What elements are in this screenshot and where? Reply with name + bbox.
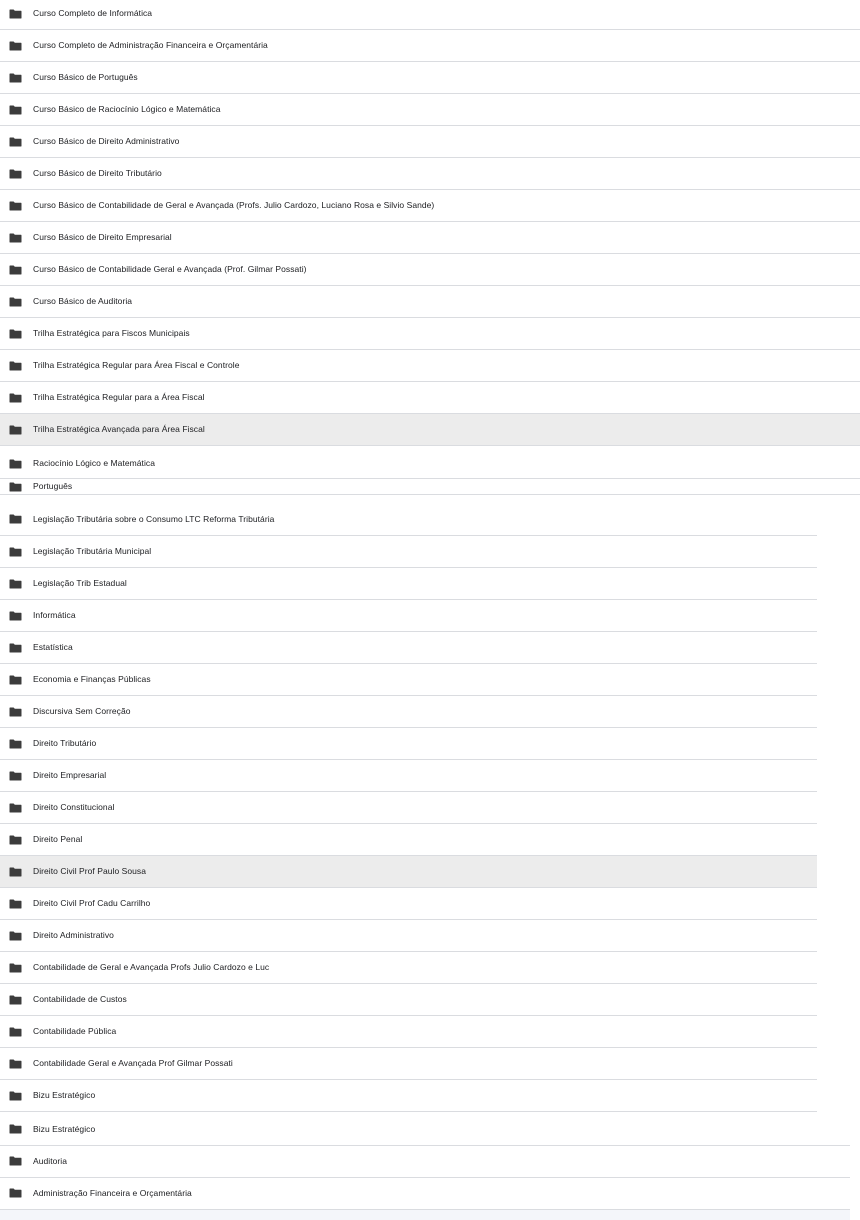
folder-name: Administração Financeira e Orçamentária — [33, 1187, 192, 1198]
folder-row[interactable] — [0, 449, 860, 479]
folder-name: Legislação Tributária Municipal — [33, 546, 152, 557]
folder-row[interactable] — [0, 30, 860, 62]
folder-name: Curso Básico de Direito Tributário — [33, 168, 162, 179]
folder-icon — [9, 675, 22, 685]
folder-row[interactable] — [0, 792, 817, 824]
folder-row[interactable] — [0, 0, 860, 30]
folder-icon — [9, 899, 22, 909]
folder-row[interactable] — [0, 254, 860, 286]
folder-name: Curso Básico de Contabilidade Geral e Avançada (Prof. Gilmar Possati) — [33, 264, 307, 275]
folder-row[interactable] — [0, 1048, 817, 1080]
folder-name: Curso Básico de Direito Empresarial — [33, 232, 172, 243]
folder-name: Direito Constitucional — [33, 802, 115, 813]
folder-row[interactable] — [0, 1177, 850, 1210]
folder-row[interactable] — [0, 382, 860, 414]
folder-row[interactable] — [0, 414, 860, 446]
folder-icon — [9, 835, 22, 845]
folder-row[interactable] — [0, 984, 817, 1016]
folder-icon — [9, 297, 22, 307]
folder-icon — [9, 611, 22, 621]
folder-row[interactable] — [0, 126, 860, 158]
folder-name: Auditoria — [33, 1155, 67, 1166]
folder-row[interactable] — [0, 503, 817, 536]
folder-icon — [9, 393, 22, 403]
folder-name: Discursiva Sem Correção — [33, 706, 131, 717]
folder-row[interactable] — [0, 222, 860, 254]
folder-icon — [9, 233, 22, 243]
folder-name: Contabilidade Pública — [33, 1026, 117, 1037]
folder-name: Legislação Trib Estadual — [33, 578, 127, 589]
folder-row[interactable] — [0, 888, 817, 920]
folder-icon — [9, 547, 22, 557]
folder-name: Curso Básico de Contabilidade de Geral e Avançada (Profs. Julio Cardozo, Luciano Rosa e Silvio Sande) — [33, 200, 435, 211]
folder-row[interactable] — [0, 568, 817, 600]
folder-icon — [9, 514, 22, 524]
folder-row[interactable] — [0, 94, 860, 126]
folder-name: Curso Básico de Raciocínio Lógico e Matemática — [33, 104, 221, 115]
folder-row[interactable] — [0, 920, 817, 952]
folder-icon — [9, 201, 22, 211]
folder-row[interactable] — [0, 62, 860, 94]
folder-icon — [9, 425, 22, 435]
folder-icon — [9, 643, 22, 653]
folder-name: Trilha Estratégica para Fiscos Municipais — [33, 328, 190, 339]
background-panel — [817, 508, 860, 1212]
folder-row[interactable] — [0, 350, 860, 382]
folder-name: Trilha Estratégica Avançada para Área Fiscal — [33, 424, 205, 435]
folder-icon — [9, 459, 22, 469]
folder-icon — [9, 265, 22, 275]
folder-row[interactable] — [0, 479, 860, 495]
folder-row[interactable] — [0, 1080, 817, 1112]
folder-name: Contabilidade de Geral e Avançada Profs Julio Cardozo e Luc — [33, 962, 270, 973]
folder-icon — [9, 105, 22, 115]
folder-icon — [9, 1124, 22, 1134]
folder-name: Bizu Estratégico — [33, 1123, 96, 1134]
folder-name: Bizu Estratégico — [33, 1090, 96, 1101]
folder-row[interactable] — [0, 1145, 850, 1178]
folder-row[interactable] — [0, 536, 817, 568]
folder-icon — [9, 1156, 22, 1166]
folder-icon — [9, 482, 22, 492]
folder-row[interactable] — [0, 664, 817, 696]
folder-row[interactable] — [0, 632, 817, 664]
folder-name: Contabilidade de Custos — [33, 994, 127, 1005]
folder-row[interactable] — [0, 318, 860, 350]
folder-icon — [9, 579, 22, 589]
folder-icon — [9, 169, 22, 179]
folder-icon — [9, 1027, 22, 1037]
folder-icon — [9, 1059, 22, 1069]
folder-name: Informática — [33, 610, 76, 621]
folder-name: Direito Civil Prof Cadu Carrilho — [33, 898, 151, 909]
folder-name: Português — [33, 481, 73, 492]
folder-name: Curso Básico de Auditoria — [33, 296, 133, 307]
folder-name: Direito Administrativo — [33, 930, 114, 941]
folder-icon — [9, 329, 22, 339]
folder-icon — [9, 995, 22, 1005]
folder-name: Direito Penal — [33, 834, 83, 845]
folder-row[interactable] — [0, 286, 860, 318]
folder-icon — [9, 137, 22, 147]
folder-icon — [9, 771, 22, 781]
folder-row[interactable] — [0, 600, 817, 632]
folder-name: Curso Básico de Direito Administrativo — [33, 136, 180, 147]
folder-row[interactable] — [0, 1016, 817, 1048]
folder-name: Direito Tributário — [33, 738, 97, 749]
folder-icon — [9, 41, 22, 51]
folder-name: Curso Completo de Administração Financeira e Orçamentária — [33, 40, 268, 51]
folder-icon — [9, 1188, 22, 1198]
folder-name: Curso Completo de Informática — [33, 8, 153, 19]
folder-icon — [9, 1091, 22, 1101]
folder-name: Estatística — [33, 642, 73, 653]
folder-row[interactable] — [0, 856, 817, 888]
folder-icon — [9, 73, 22, 83]
folder-row[interactable] — [0, 760, 817, 792]
folder-name: Raciocínio Lógico e Matemática — [33, 458, 155, 469]
folder-name: Curso Básico de Português — [33, 72, 138, 83]
folder-icon — [9, 739, 22, 749]
folder-row[interactable] — [0, 696, 817, 728]
folder-name: Trilha Estratégica Regular para Área Fiscal e Controle — [33, 360, 240, 371]
folder-icon — [9, 9, 22, 19]
folder-icon — [9, 707, 22, 717]
folder-row[interactable] — [0, 952, 817, 984]
folder-name: Economia e Finanças Públicas — [33, 674, 151, 685]
folder-row[interactable] — [0, 158, 860, 190]
folder-icon — [9, 931, 22, 941]
folder-row[interactable] — [0, 1113, 850, 1146]
folder-row[interactable] — [0, 824, 817, 856]
folder-name: Direito Civil Prof Paulo Sousa — [33, 866, 146, 877]
folder-icon — [9, 803, 22, 813]
folder-name: Direito Empresarial — [33, 770, 107, 781]
folder-name: Trilha Estratégica Regular para a Área Fiscal — [33, 392, 205, 403]
folder-row[interactable] — [0, 190, 860, 222]
folder-icon — [9, 963, 22, 973]
folder-icon — [9, 361, 22, 371]
folder-row[interactable] — [0, 728, 817, 760]
folder-icon — [9, 867, 22, 877]
folder-name: Legislação Tributária sobre o Consumo LTC Reforma Tributária — [33, 513, 275, 524]
bottom-strip — [0, 1210, 850, 1220]
folder-name: Contabilidade Geral e Avançada Prof Gilmar Possati — [33, 1058, 233, 1069]
